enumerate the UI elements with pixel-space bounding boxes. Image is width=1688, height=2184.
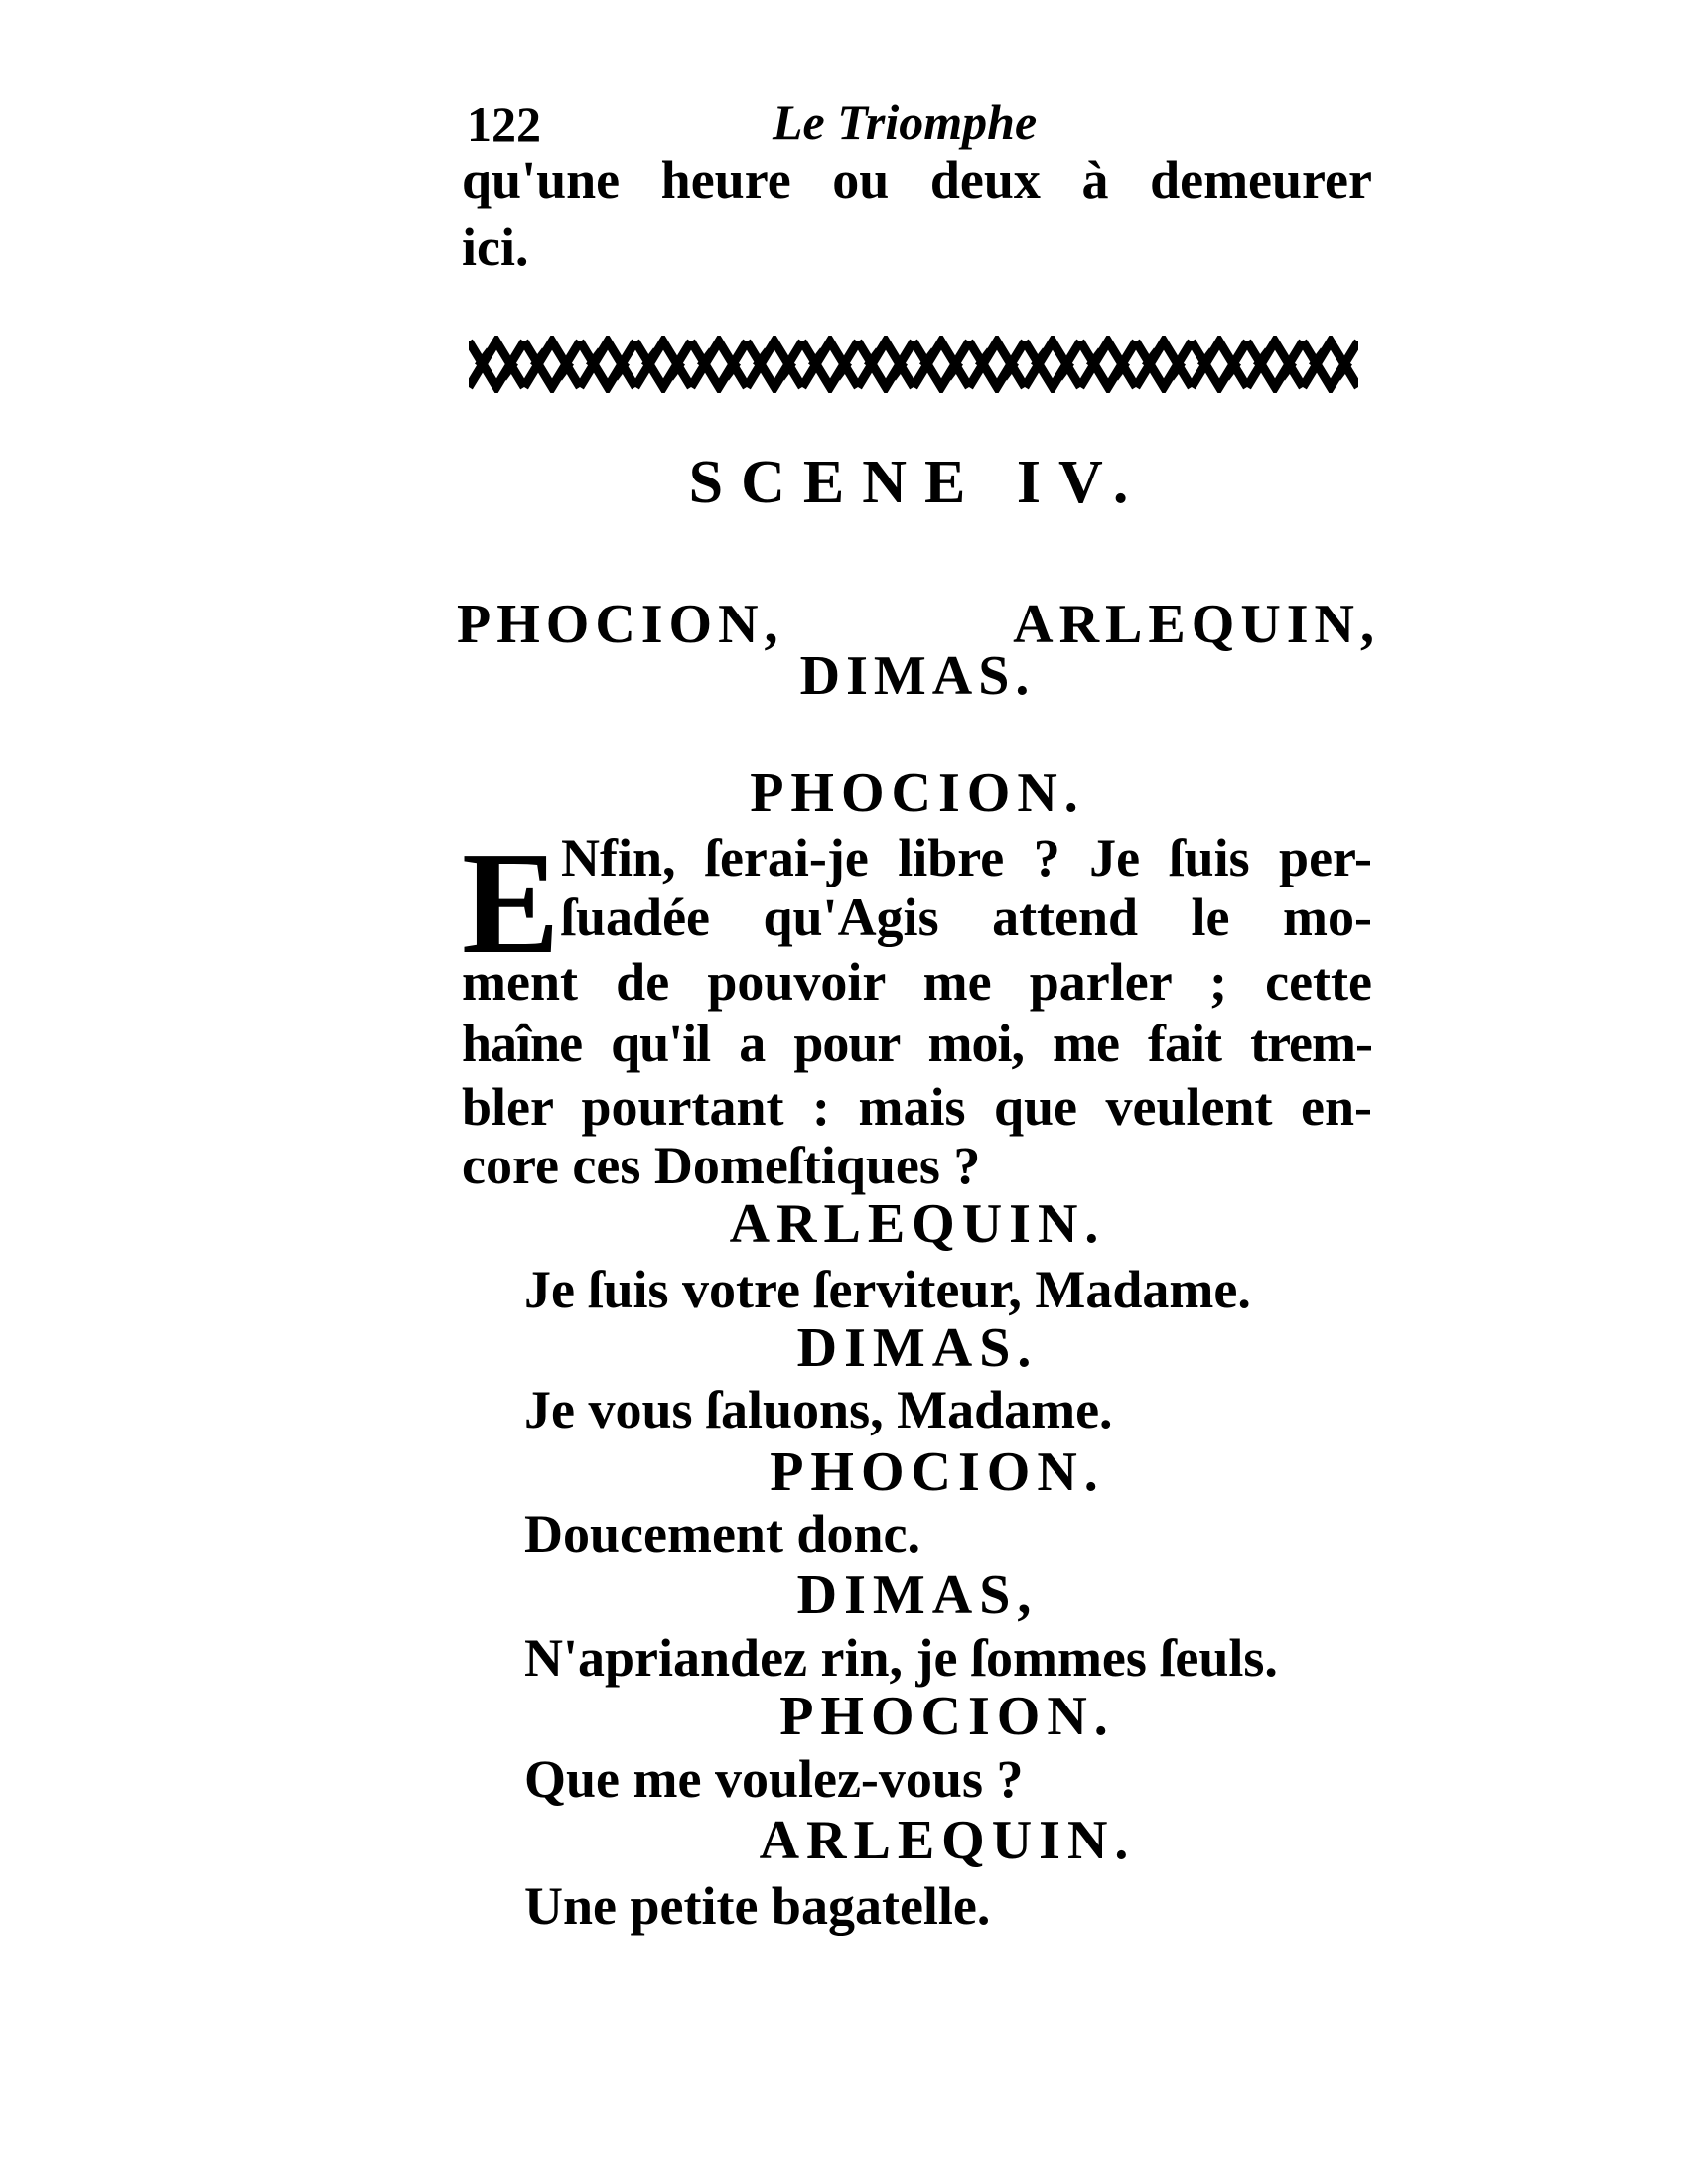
- scene-title: SCENE IV.: [688, 449, 1147, 516]
- continuation-line: qu'une heure ou deux à demeurer: [462, 150, 1372, 209]
- speech-line: Que me voulez-vous ?: [524, 1749, 1024, 1809]
- speaker-name: ARLEQUIN.: [729, 1193, 1106, 1255]
- speech-line: Je vous ſaluons, Madame.: [524, 1380, 1113, 1439]
- speaker-name: PHOCION.: [779, 1686, 1115, 1747]
- speech-line: ſuadée qu'Agis attend le mo-: [561, 887, 1372, 947]
- speech-line: haîne qu'il a pour moi, me fait trem-: [462, 1014, 1372, 1073]
- speech-line: Doucement donc.: [524, 1504, 920, 1564]
- speech-line: Nfin, ſerai-je libre ? Je ſuis per-: [561, 828, 1372, 887]
- speech-line: bler pourtant : mais que veulent en-: [462, 1077, 1372, 1137]
- ornamental-border: [469, 336, 1358, 393]
- speaker-name: DIMAS.: [796, 1317, 1039, 1379]
- speaker-name: ARLEQUIN.: [759, 1810, 1136, 1871]
- continuation-line: ici.: [462, 217, 529, 277]
- character-list: PHOCION, ARLEQUIN,: [457, 594, 1380, 655]
- speech-line: core ces Domeſtiques ?: [462, 1136, 981, 1195]
- running-title: Le Triomphe: [773, 94, 1038, 150]
- speech-line: N'apriandez rin, je ſommes ſeuls.: [524, 1628, 1278, 1688]
- drop-cap: E: [462, 822, 560, 985]
- character-list: DIMAS.: [799, 645, 1036, 707]
- speech-line: Je ſuis votre ſerviteur, Madame.: [524, 1260, 1251, 1319]
- speaker-name: DIMAS,: [796, 1565, 1039, 1626]
- speaker-name: PHOCION.: [750, 762, 1085, 824]
- page-number: 122: [467, 96, 541, 152]
- speech-line: ment de pouvoir me parler ; cette: [462, 952, 1372, 1012]
- speaker-name: PHOCION.: [770, 1441, 1105, 1503]
- speech-line: Une petite bagatelle.: [524, 1876, 991, 1936]
